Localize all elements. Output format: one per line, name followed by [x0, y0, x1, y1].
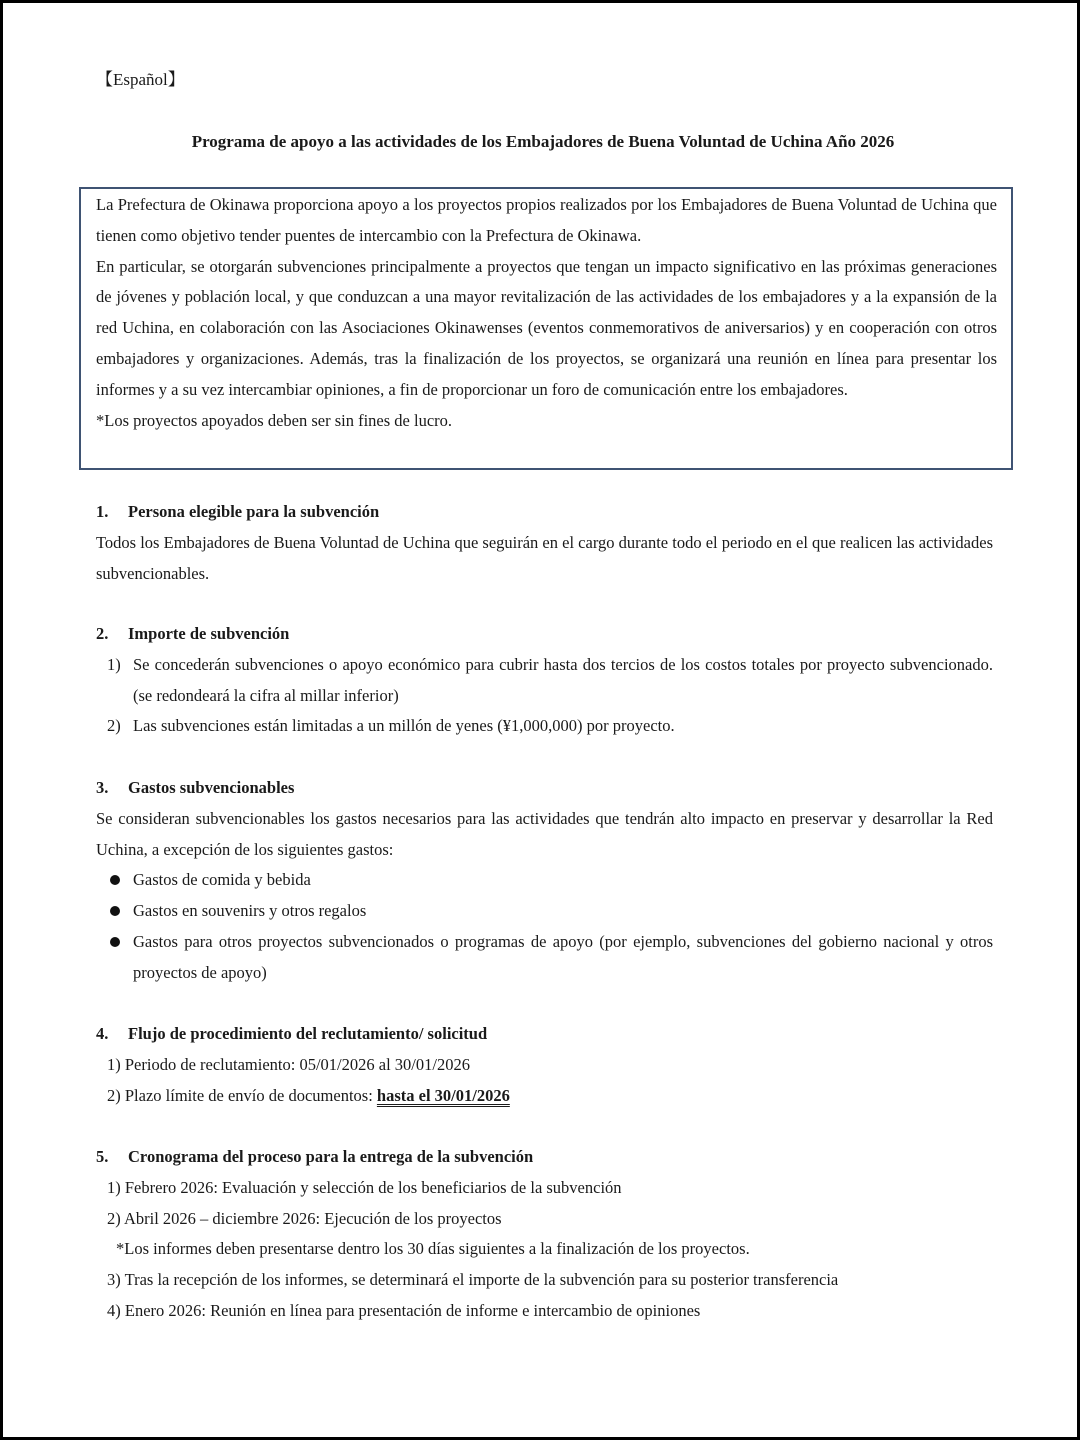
intro-note: *Los proyectos apoyados deben ser sin fines de lucro.	[96, 410, 453, 430]
section-number: 4.	[96, 1024, 109, 1043]
list-index: 2)	[107, 1085, 121, 1105]
bullet-text: Gastos de comida y bebida	[133, 870, 311, 890]
list-index: 4)	[107, 1300, 121, 1320]
list-item	[96, 1265, 993, 1296]
list-index: 1)	[107, 1177, 121, 1197]
timeline-note	[96, 1234, 993, 1265]
intro-box	[79, 187, 1013, 470]
list-item	[96, 1204, 993, 1235]
intro-paragraph: La Prefectura de Okinawa proporciona apoyo a los proyectos propios realizados por los Embajadores de Buena Voluntad de Uchina que tienen como objetivo tender puentes de intercambio con la Prefectura de Okinawa.	[96, 195, 997, 245]
document-title: Programa de apoyo a las actividades de los Embajadores de Buena Voluntad de Uchina Año 2026	[191, 132, 895, 151]
section-number: 5.	[96, 1147, 109, 1166]
section-title: Persona elegible para la subvención	[128, 502, 380, 521]
section-number: 1.	[96, 502, 109, 521]
section-number: 3.	[96, 778, 109, 797]
list-text: Tras la recepción de los informes, se determinará el importe de la subvención para su posterior transferencia	[124, 1270, 839, 1290]
list-text: Las subvenciones están limitadas a un millón de yenes (¥1,000,000) por proyecto.	[133, 716, 675, 736]
section-title: Flujo de procedimiento del reclutamiento/ solicitud	[128, 1024, 488, 1043]
list-item	[96, 650, 993, 712]
list-text: Febrero 2026: Evaluación y selección de los beneficiarios de la subvención	[124, 1177, 622, 1197]
section-timeline	[96, 1142, 993, 1327]
section-eligible-expenses	[96, 773, 993, 989]
section-eligibility	[96, 497, 993, 589]
section-procedure	[96, 1019, 993, 1111]
section-body: Todos los Embajadores de Buena Voluntad de Uchina que seguirán en el cargo durante todo el periodo en el que realicen las actividades subvencionables.	[96, 532, 993, 583]
bullet-icon	[108, 896, 133, 927]
section-title: Cronograma del proceso para la entrega de la subvención	[128, 1147, 534, 1166]
list-item	[96, 1050, 993, 1081]
section-heading	[96, 1019, 993, 1050]
section-heading	[96, 497, 993, 528]
section-heading	[96, 1142, 993, 1173]
list-text: Se concederán subvenciones o apoyo económico para cubrir hasta dos tercios de los costos totales por proyecto subvencionado. (se redondeará la cifra al millar inferior)	[133, 654, 993, 705]
section-number: 2.	[96, 624, 109, 643]
list-item	[96, 711, 993, 742]
list-text: Abril 2026 – diciembre 2026: Ejecución de los proyectos	[123, 1208, 502, 1228]
list-index: 3)	[107, 1270, 121, 1290]
list-index: 1)	[107, 1054, 121, 1074]
list-text: Periodo de reclutamiento: 05/01/2026 al 30/01/2026	[124, 1054, 470, 1074]
section-heading	[96, 773, 993, 804]
section-amount	[96, 619, 993, 742]
list-item	[96, 1081, 993, 1112]
list-item	[96, 1173, 993, 1204]
section-title: Gastos subvencionables	[128, 778, 295, 797]
list-text: Enero 2026: Reunión en línea para presentación de informe e intercambio de opiniones	[124, 1300, 701, 1320]
language-tag: 【Español】	[96, 70, 185, 89]
intro-paragraph: En particular, se otorgarán subvenciones principalmente a proyectos que tengan un impacto significativo en las próximas generaciones de jóvenes y población local, y que conduzcan a una mayor revitalización de las actividades de los embajadores y a la expansión de la red Uchina, en colaboración con las Asociaciones Okinawenses (eventos conmemorativos de aniversarios) y en cooperación con otros embajadores y organizaciones. Además, tras la finalización de los proyectos, se organizará una reunión en línea para presentar los informes y a su vez intercambiar opiniones, a fin de proporcionar un foro de comunicación entre los embajadores.	[96, 256, 997, 399]
bullet-text: Gastos en souvenirs y otros regalos	[133, 901, 367, 921]
bullet-icon	[108, 927, 133, 989]
list-item	[96, 1296, 993, 1327]
bullet-item	[96, 865, 993, 896]
deadline-emphasis: hasta el 30/01/2026	[376, 1085, 510, 1105]
bullet-text: Gastos para otros proyectos subvencionados o programas de apoyo (por ejemplo, subvenciones del gobierno nacional y otros proyectos de apoyo)	[133, 931, 993, 982]
section-title: Importe de subvención	[128, 624, 290, 643]
list-text: Plazo límite de envío de documentos:	[124, 1085, 377, 1105]
list-index: 2)	[107, 716, 121, 736]
section-heading	[96, 619, 993, 650]
bullet-item	[96, 896, 993, 927]
note-text: *Los informes deben presentarse dentro los 30 días siguientes a la finalización de los proyectos.	[116, 1239, 750, 1259]
list-index: 1)	[107, 654, 121, 674]
bullet-icon	[108, 865, 133, 896]
bullet-item	[96, 927, 993, 989]
list-index: 2)	[107, 1208, 121, 1228]
section-body: Se consideran subvencionables los gastos necesarios para las actividades que tendrán alto impacto en preservar y desarrollar la Red Uchina, a excepción de los siguientes gastos:	[96, 808, 993, 859]
